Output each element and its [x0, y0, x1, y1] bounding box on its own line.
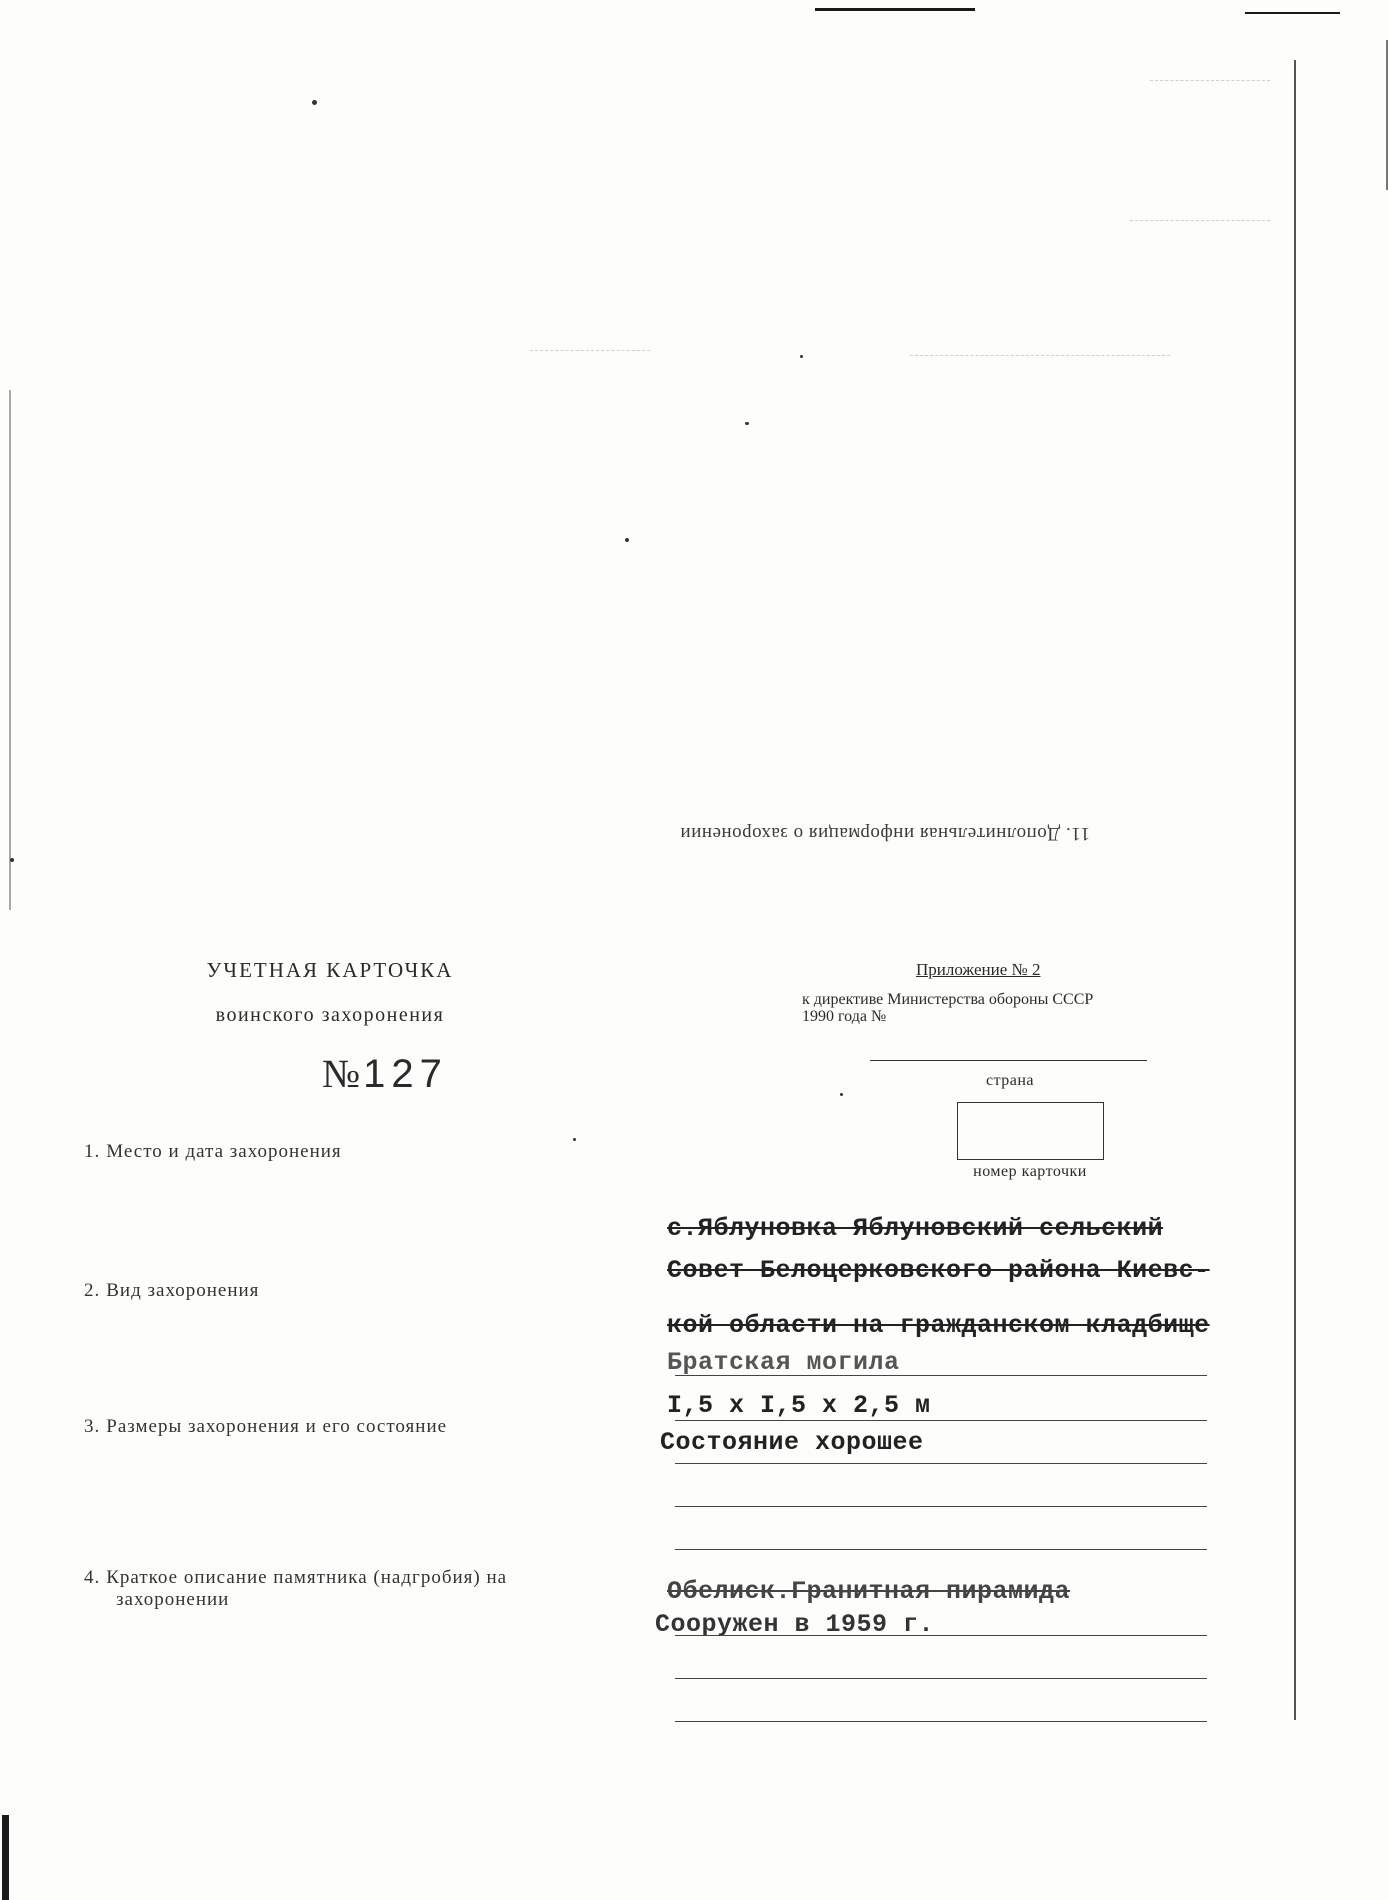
- field-4-label-line2: захоронении: [116, 1589, 230, 1610]
- card-title: УЧЕТНАЯ КАРТОЧКА: [206, 958, 454, 982]
- card-subtitle: воинского захоронения: [215, 1004, 445, 1026]
- form-line: [675, 1463, 1207, 1464]
- field-1-label: [84, 1141, 342, 1163]
- scan-artifact-right-edge-2: [1386, 40, 1388, 190]
- scan-artifact-left-edge: [9, 390, 11, 910]
- reverse-side-section-text: 11. Дополнительная информация о захоронении: [680, 823, 1091, 844]
- scan-speck: [312, 100, 317, 105]
- scan-speck: [10, 858, 14, 862]
- scan-speck: [573, 1138, 576, 1141]
- country-line: [870, 1060, 1147, 1061]
- scan-faint-line: [1130, 220, 1270, 221]
- form-line: [675, 1506, 1207, 1507]
- number-value: 127: [363, 1052, 448, 1096]
- typed-state-line: Состояние хорошее: [660, 1428, 924, 1457]
- scan-speck: [745, 422, 749, 425]
- field-3-number: 3.: [84, 1416, 101, 1437]
- number-symbol: №: [322, 1051, 360, 1096]
- scan-artifact-top-right: [1245, 12, 1340, 14]
- field-2-label: [84, 1280, 259, 1302]
- field-4-text: Краткое описание памятника (надгробия) на: [106, 1567, 508, 1588]
- card-number-caption: номер карточки: [973, 1163, 1087, 1180]
- scan-speck: [625, 538, 629, 542]
- field-3-label: [84, 1416, 447, 1438]
- scan-artifact-top: [815, 8, 975, 11]
- scan-speck: [840, 1093, 843, 1096]
- scan-artifact-bottom-left: [2, 1815, 9, 1900]
- directive-line-1: к директиве Министерства обороны СССР: [802, 991, 1094, 1008]
- form-line: [675, 1375, 1207, 1376]
- form-line: [675, 1678, 1207, 1679]
- field-2-number: 2.: [84, 1280, 101, 1301]
- appendix-label: Приложение № 2: [916, 960, 1041, 979]
- form-line: [675, 1635, 1207, 1636]
- form-line: [675, 1420, 1207, 1421]
- field-1-text: Место и дата захоронения: [106, 1141, 342, 1162]
- country-caption: страна: [985, 1072, 1035, 1089]
- field-3-text: Размеры захоронения и его состояние: [106, 1416, 448, 1437]
- card-number: [322, 1050, 448, 1097]
- field-2-text: Вид захоронения: [106, 1280, 260, 1301]
- scan-faint-line: [910, 355, 1170, 356]
- typed-place-line-3: кой области на гражданском кладбище: [667, 1311, 1210, 1340]
- scan-faint-line: [1150, 80, 1270, 81]
- field-4-label: [84, 1567, 507, 1589]
- field-4-number: 4.: [84, 1567, 101, 1588]
- typed-monument-line-1: Обелиск.Гранитная пирамида: [667, 1577, 1071, 1606]
- typed-place-line-2: Совет Белоцерковского района Киевс-: [667, 1256, 1210, 1285]
- field-1-number: 1.: [84, 1141, 101, 1162]
- form-line: [675, 1721, 1207, 1722]
- typed-place-line-1: с.Яблуновка Яблуновский сельский: [667, 1214, 1164, 1243]
- scan-speck: [800, 355, 803, 358]
- scan-faint-line: [530, 350, 650, 351]
- directive-line-2: 1990 года №: [802, 1008, 887, 1025]
- scan-artifact-right-edge: [1294, 60, 1296, 1720]
- typed-size-line: I,5 х I,5 х 2,5 м: [667, 1391, 931, 1420]
- typed-type-line: Братская могила: [667, 1348, 900, 1377]
- typed-monument-line-2: Сооружен в 1959 г.: [655, 1610, 935, 1639]
- card-number-box: [957, 1102, 1104, 1160]
- form-line: [675, 1549, 1207, 1550]
